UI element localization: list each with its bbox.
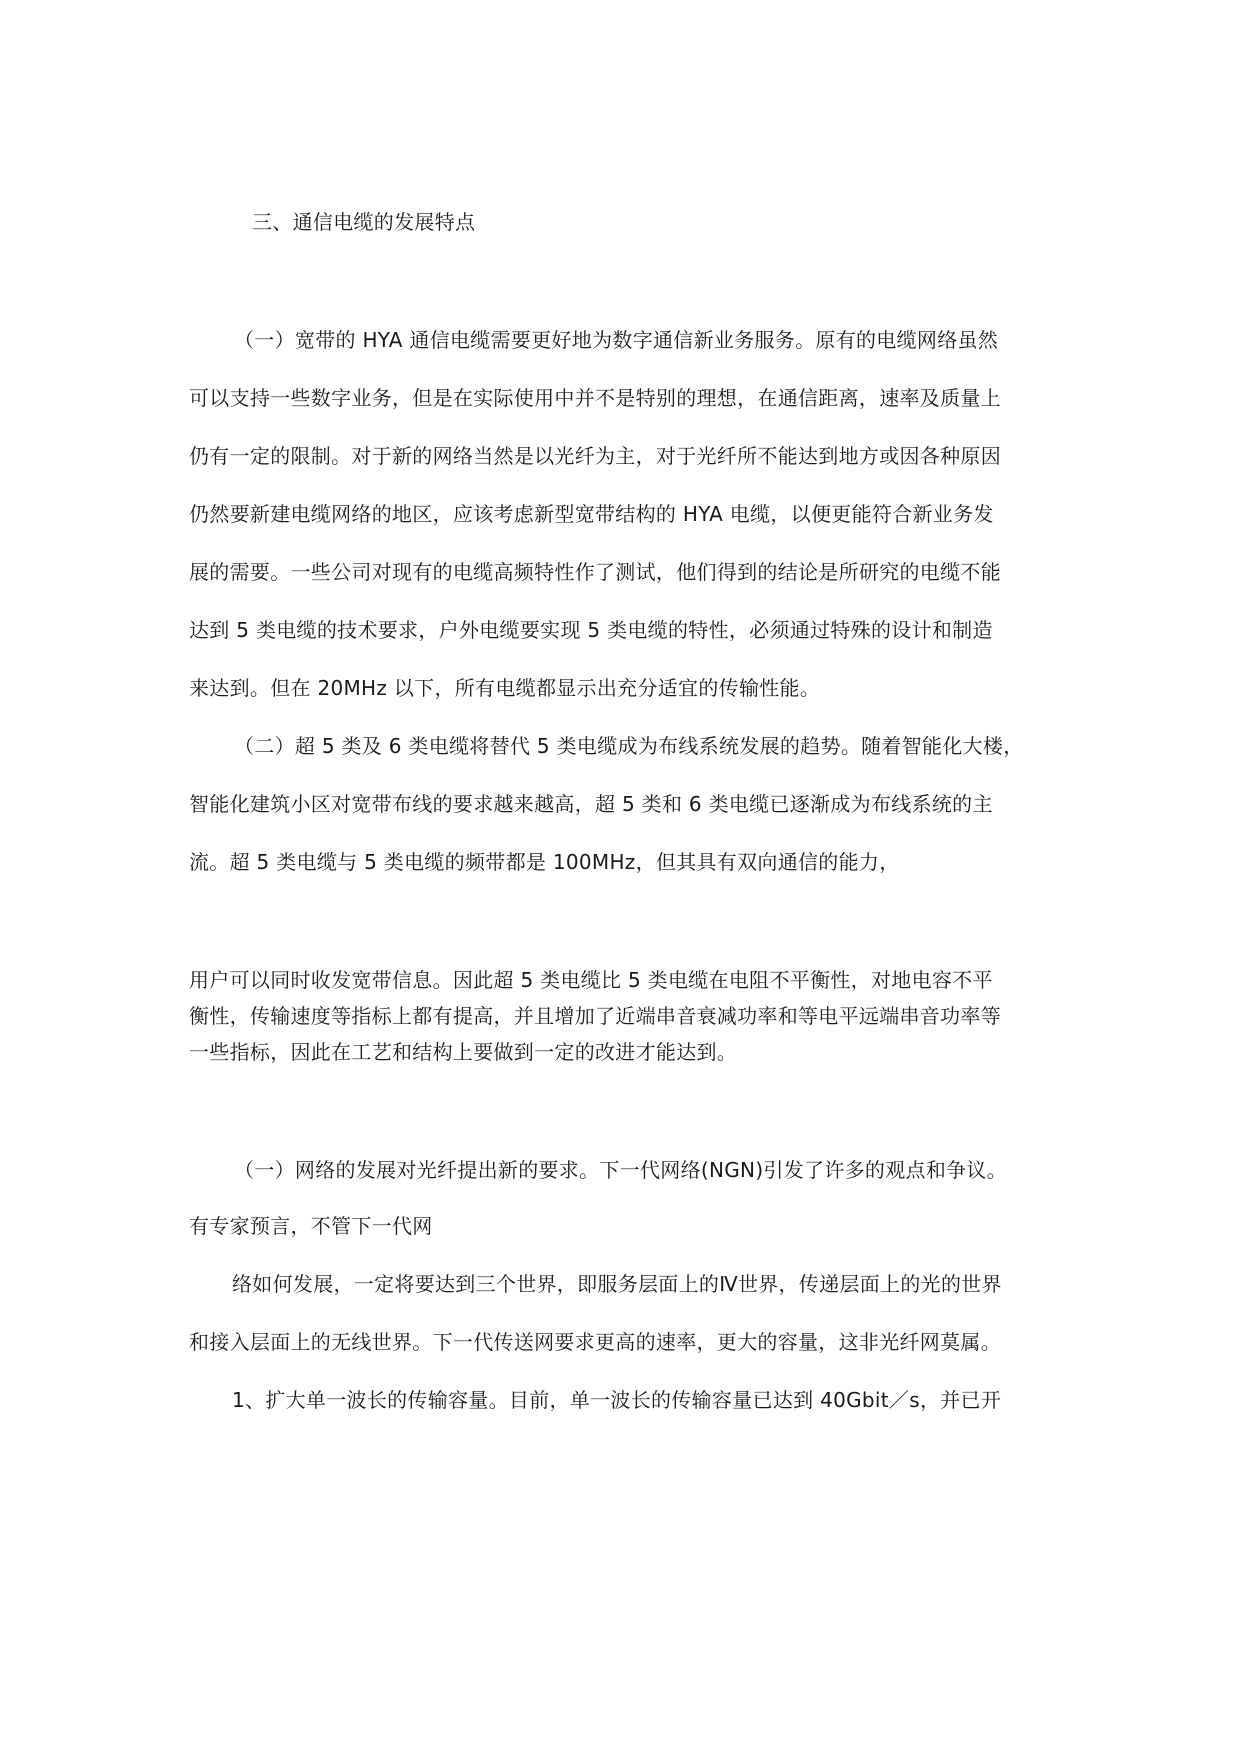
paragraph-line: 流。超 5 类电缆与 5 类电缆的频带都是 100MHz，但其具有双向通信的能力， — [189, 850, 900, 874]
list-item: 1、扩大单一波长的传输容量。目前，单一波长的传输容量已达到 40Gbit／s，并已开 — [232, 1388, 1002, 1412]
paragraph-line: 可以支持一些数字业务，但是在实际使用中并不是特别的理想，在通信距离，速率及质量上 — [189, 386, 1001, 410]
paragraph-line: 有专家预言，不管下一代网 — [189, 1214, 433, 1238]
paragraph-line: 仍然要新建电缆网络的地区，应该考虑新型宽带结构的 HYA 电缆，以便更能符合新业务发 — [189, 502, 994, 526]
paragraph-line: （二）超 5 类及 6 类电缆将替代 5 类电缆成为布线系统发展的趋势。随着智能化大楼， — [234, 734, 1024, 758]
paragraph-line: 和接入层面上的无线世界。下一代传送网要求更高的速率，更大的容量，这非光纤网莫属。 — [189, 1330, 1001, 1354]
paragraph-line: （一）宽带的 HYA 通信电缆需要更好地为数字通信新业务服务。原有的电缆网络虽然 — [234, 328, 999, 352]
paragraph-line: 络如何发展，一定将要达到三个世界，即服务层面上的Ⅳ世界，传递层面上的光的世界 — [232, 1272, 1002, 1296]
paragraph-line: 来达到。但在 20MHz 以下，所有电缆都显示出充分适宜的传输性能。 — [189, 676, 821, 700]
paragraph-line: 衡性，传输速度等指标上都有提高，并且增加了近端串音衰减功率和等电平远端串音功率等 — [189, 1004, 1001, 1028]
paragraph-line: 仍有一定的限制。对于新的网络当然是以光纤为主，对于光纤所不能达到地方或因各种原因 — [189, 444, 1001, 468]
paragraph-line: （一）网络的发展对光纤提出新的要求。下一代网络(NGN)引发了许多的观点和争议。 — [234, 1158, 1008, 1182]
paragraph-line: 达到 5 类电缆的技术要求，户外电缆要实现 5 类电缆的特性，必须通过特殊的设计和制造 — [189, 618, 993, 642]
paragraph-line: 智能化建筑小区对宽带布线的要求越来越高，超 5 类和 6 类电缆已逐渐成为布线系统的主 — [189, 792, 993, 816]
paragraph-line: 一些指标，因此在工艺和结构上要做到一定的改进才能达到。 — [189, 1040, 738, 1064]
section-heading: 三、通信电缆的发展特点 — [252, 210, 476, 234]
paragraph-line: 用户可以同时收发宽带信息。因此超 5 类电缆比 5 类电缆在电阻不平衡性，对地电容不平 — [189, 968, 993, 992]
paragraph-line: 展的需要。一些公司对现有的电缆高频特性作了测试，他们得到的结论是所研究的电缆不能 — [189, 560, 1001, 584]
